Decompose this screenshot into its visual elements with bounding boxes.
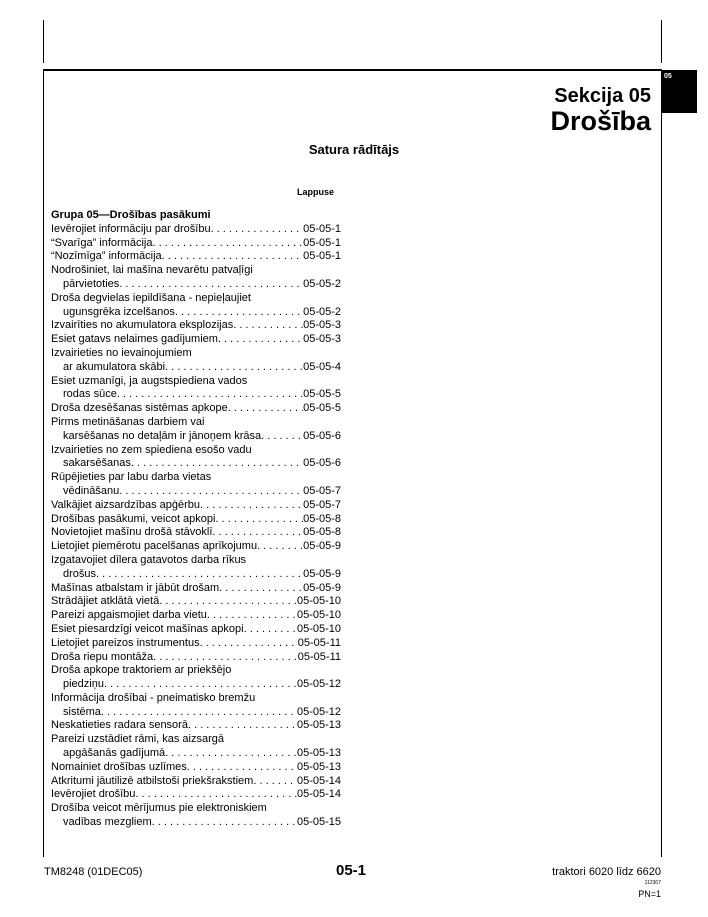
dot-leader (165, 747, 297, 761)
dot-leader (187, 761, 297, 775)
dot-leader (188, 719, 297, 733)
toc-entry-text: Pirms metināšanas darbiem vai (51, 415, 205, 428)
toc-entry[interactable] (51, 802, 341, 830)
toc-title: Satura rādītājs (308, 142, 400, 157)
toc-entry-text: Droša apkope traktoriem ar priekšējo (51, 664, 232, 677)
toc-entry[interactable] (51, 237, 341, 251)
toc-entry[interactable] (51, 788, 341, 802)
toc-entry-page: 05-05-12 (296, 678, 341, 691)
toc-entry-text: Pareizi uzstādiet rāmi, kas aizsargā (51, 733, 225, 746)
section-number: Sekcija 05 (554, 85, 651, 107)
toc-entry-text: Mašīnas atbalstam ir jābūt drošam (51, 581, 220, 594)
toc-entry-text: sakarsēšanas (63, 457, 131, 470)
toc-entry-page: 05-05-1 (303, 222, 341, 235)
toc-entry-text: Droša riepu montāža (51, 650, 154, 663)
toc-entry[interactable] (51, 623, 341, 637)
toc-entry-page: 05-05-8 (303, 512, 341, 525)
toc-entry[interactable] (51, 761, 341, 775)
toc-entry[interactable] (51, 223, 341, 237)
toc-entry-text: Ievērojiet informāciju par drošību (51, 222, 211, 235)
dot-leader (218, 333, 303, 347)
toc-entry-text: Izvairīties no akumulatora eksplozijas (51, 319, 234, 332)
toc-entry-page: 05-05-11 (297, 650, 341, 663)
toc-entry[interactable] (51, 664, 341, 692)
toc-entry-text: Izgatavojiet dīlera gatavotos darba rīkus (51, 553, 247, 566)
toc-entry[interactable] (51, 444, 341, 472)
toc-entry-page: 05-05-6 (303, 429, 341, 442)
toc-entry-text: Informācija drošībai - pneimatisko bremžu (51, 691, 256, 704)
toc-entry-text: vadības mezgliem (63, 816, 152, 829)
toc-entry-page: 05-05-2 (303, 277, 341, 290)
dot-leader (119, 278, 303, 292)
dot-leader (96, 568, 303, 582)
toc-entry-text: rodas sūce (63, 388, 117, 401)
dot-leader (162, 250, 303, 264)
toc-entry-text: Drošība veicot mērījumus pie elektroniskiem (51, 802, 267, 815)
toc-entry-text: Valkājiet aizsardzības apģērbu (51, 498, 200, 511)
toc-entry-text: “Svarīga” informācija (51, 236, 153, 249)
dot-leader (253, 775, 297, 789)
toc-entry-text: drošus (63, 567, 97, 580)
dot-leader (159, 595, 297, 609)
toc-entry-text: Nomainiet drošības uzlīmes (51, 760, 187, 773)
toc-entry-text: Ievērojiet drošību (51, 788, 136, 801)
toc-entry[interactable] (51, 292, 341, 320)
dot-leader (219, 582, 303, 596)
toc-entry[interactable] (51, 692, 341, 720)
toc-entry-page: 05-05-13 (296, 747, 341, 760)
dot-leader (104, 678, 297, 692)
toc-entry-text: “Nozīmīga” informācija (51, 250, 162, 263)
toc-entry[interactable] (51, 471, 341, 499)
toc-entry[interactable] (51, 719, 341, 733)
toc-entry-page: 05-05-3 (303, 319, 341, 332)
toc-entry-text: Drošības pasākumi, veicot apkopi (51, 512, 216, 525)
toc-entry[interactable] (51, 250, 341, 264)
toc-entry-page: 05-05-3 (303, 333, 341, 346)
toc-entry-page: 05-05-2 (303, 305, 341, 318)
dot-leader (200, 637, 298, 651)
toc-entry-page: 05-05-1 (303, 250, 341, 263)
toc-entry-page: 05-05-10 (296, 595, 341, 608)
top-right-rule (661, 20, 662, 63)
toc-entry-text: apgāšanās gadījumā (63, 747, 166, 760)
toc-entry[interactable] (51, 595, 341, 609)
dot-leader (212, 526, 303, 540)
toc-entry-text: ar akumulatora skābi (63, 360, 166, 373)
toc-entry-text: pārvietoties (63, 277, 120, 290)
toc-entry-text: ugunsgrēka izcelšanos (63, 305, 175, 318)
toc-entry[interactable] (51, 513, 341, 527)
toc-entry-text: Esiet piesardzīgi veicot mašīnas apkopi (51, 622, 244, 635)
toc-entry-page: 05-05-1 (303, 236, 341, 249)
toc-entry-page: 05-05-9 (303, 540, 341, 553)
toc-entry-page: 05-05-5 (303, 388, 341, 401)
toc-entry-text: Lietojiet pareizos instrumentus (51, 636, 200, 649)
dot-leader (175, 306, 303, 320)
toc-entry[interactable] (51, 402, 341, 416)
toc-entry-page: 05-05-11 (297, 636, 341, 649)
toc-entry-page: 05-05-9 (303, 567, 341, 580)
toc-entry-text: Droša dzesēšanas sistēmas apkope (51, 402, 228, 415)
dot-leader (131, 457, 303, 471)
page-column-label: Lappuse (297, 187, 335, 197)
toc-entry-text: Izvairieties no ievainojumiem (51, 346, 192, 359)
toc-entry-text: Atkritumi jāutilizē atbilstoši priekšrakstiem (51, 774, 254, 787)
small-code: 112307 (644, 880, 661, 886)
toc-entry-text: Neskatieties radara sensorā (51, 719, 188, 732)
toc-entry-text: sistēma (63, 705, 101, 718)
toc-entry[interactable] (51, 333, 341, 347)
toc-entry-text: Izvairieties no zem spiediena esošo vadu (51, 443, 252, 456)
toc-entry[interactable] (51, 637, 341, 651)
dot-leader (228, 402, 303, 416)
toc-entry-text: karsēšanas no detaļām ir jānoņem krāsa (63, 429, 262, 442)
model-name: traktori 6020 līdz 6620 (552, 866, 661, 878)
toc-entry[interactable] (51, 540, 341, 554)
toc-entry[interactable] (51, 347, 341, 375)
toc-entry[interactable] (51, 733, 341, 761)
toc-entry-page: 05-05-5 (303, 402, 341, 415)
dot-leader (117, 388, 303, 402)
dot-leader (119, 485, 303, 499)
left-border (43, 69, 44, 857)
toc-entry-text: Pareizi apgaismojiet darba vietu (51, 609, 207, 622)
section-heading (550, 85, 651, 135)
dot-leader (165, 361, 303, 375)
toc-entry-text: Strādājiet atklātā vietā (51, 595, 160, 608)
toc-entry-text: Rūpējieties par labu darba vietas (51, 471, 212, 484)
dot-leader (233, 319, 303, 333)
dot-leader (101, 706, 297, 720)
toc-entry[interactable] (51, 264, 341, 292)
table-of-contents (51, 209, 341, 830)
section-tab-label: 05 (664, 73, 672, 80)
toc-entry-text: Esiet gatavs nelaimes gadījumiem (51, 333, 218, 346)
toc-entry-page: 05-05-10 (296, 622, 341, 635)
toc-entry[interactable] (51, 375, 341, 403)
toc-entry-text: vēdināšanu (63, 484, 120, 497)
top-divider (43, 69, 662, 71)
toc-entry[interactable] (51, 582, 341, 596)
doc-code: TM8248 (01DEC05) (44, 866, 143, 878)
dot-leader (211, 223, 304, 237)
dot-leader (244, 623, 297, 637)
toc-entry-page: 05-05-10 (296, 609, 341, 622)
dot-leader (200, 499, 303, 513)
dot-leader (152, 237, 303, 251)
dot-leader (135, 788, 297, 802)
toc-entry-text: Droša degvielas iepildīšana - nepieļaujiet (51, 291, 251, 304)
toc-entry-page: 05-05-14 (296, 788, 341, 801)
toc-entry-page: 05-05-13 (296, 760, 341, 773)
toc-entry[interactable] (51, 775, 341, 789)
dot-leader (152, 816, 297, 830)
toc-entry-text: piedziņu (63, 678, 104, 691)
toc-entry-page: 05-05-7 (303, 498, 341, 511)
dot-leader (257, 540, 303, 554)
toc-entry-page: 05-05-4 (303, 360, 341, 373)
toc-entry-page: 05-05-6 (303, 457, 341, 470)
toc-entry-page: 05-05-14 (296, 774, 341, 787)
pn-label: PN=1 (638, 889, 661, 899)
group-heading: Grupa 05—Drošības pasākumi (51, 209, 211, 221)
top-left-rule (43, 20, 44, 63)
toc-entry-text: Esiet uzmanīgi, ja augstspiediena vados (51, 374, 248, 387)
toc-entry-page: 05-05-9 (303, 581, 341, 594)
toc-entry-text: Nodrošiniet, lai mašīna nevarētu patvaļīgi (51, 264, 253, 277)
dot-leader (207, 609, 297, 623)
toc-entry[interactable] (51, 609, 341, 623)
dot-leader (215, 513, 303, 527)
toc-entry[interactable] (51, 499, 341, 513)
right-border (661, 69, 662, 857)
toc-entry-page: 05-05-7 (303, 484, 341, 497)
toc-entry-page: 05-05-8 (303, 526, 341, 539)
toc-entry[interactable] (51, 526, 341, 540)
dot-leader (261, 430, 303, 444)
toc-entry-page: 05-05-13 (296, 719, 341, 732)
toc-entry-text: Novietojiet mašīnu drošā stāvoklī (51, 526, 213, 539)
toc-entry-page: 05-05-15 (296, 816, 341, 829)
dot-leader (153, 651, 298, 665)
toc-entry[interactable] (51, 416, 341, 444)
section-title: Drošība (550, 106, 651, 136)
toc-entry[interactable] (51, 554, 341, 582)
toc-entry[interactable] (51, 651, 341, 665)
page-number: 05-1 (336, 862, 367, 879)
toc-entry-page: 05-05-12 (296, 705, 341, 718)
toc-entry[interactable] (51, 319, 341, 333)
toc-entry-text: Lietojiet piemērotu pacelšanas aprīkojumu (51, 540, 258, 553)
